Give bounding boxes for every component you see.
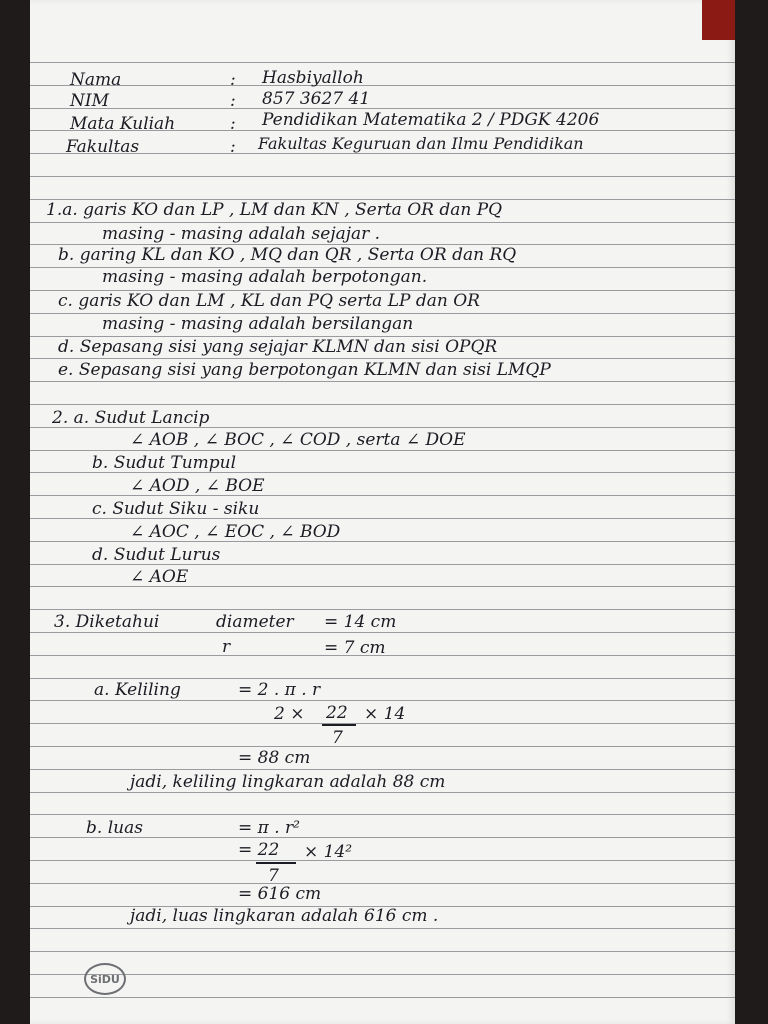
q3-diameter-value: = 14 cm bbox=[324, 612, 397, 632]
q2-c-label: c. Sudut Siku - siku bbox=[92, 499, 260, 519]
q1-b-line1: b. garing KL dan KO , MQ dan QR , Serta OR dan RQ bbox=[58, 245, 517, 265]
q1-c-line2: masing - masing adalah bersilangan bbox=[102, 314, 414, 334]
ruled-line bbox=[30, 450, 735, 451]
q3-b-sub-post: × 14² bbox=[304, 842, 353, 862]
ruled-line bbox=[30, 974, 735, 975]
q3-b-fraction-bar bbox=[256, 862, 296, 864]
ruled-line bbox=[30, 222, 735, 223]
ruled-line bbox=[30, 883, 735, 884]
q3-known-label: 3. Diketahui bbox=[54, 612, 160, 632]
q3-a-sub-numerator: 22 bbox=[326, 703, 348, 723]
q1-b-line2: masing - masing adalah berpotongan. bbox=[102, 267, 428, 287]
header-value-nim: 857 3627 41 bbox=[262, 89, 371, 109]
ruled-line bbox=[30, 928, 735, 929]
q3-a-sub-pre: 2 × bbox=[274, 704, 305, 724]
q3-a-conclusion: jadi, keliling lingkaran adalah 88 cm bbox=[130, 772, 446, 792]
ruled-line bbox=[30, 746, 735, 747]
header-sep: : bbox=[230, 70, 236, 90]
ruled-line bbox=[30, 769, 735, 770]
ruled-line bbox=[30, 404, 735, 405]
q1-a-line2: masing - masing adalah sejajar . bbox=[102, 224, 381, 244]
q2-d-label: d. Sudut Lurus bbox=[92, 545, 221, 565]
q2-c-items: ∠ AOC , ∠ EOC , ∠ BOD bbox=[130, 522, 341, 542]
q3-a-formula: = 2 . π . r bbox=[238, 680, 321, 700]
q1-c-line1: c. garis KO dan LM , KL dan PQ serta LP dan OR bbox=[58, 291, 480, 311]
ruled-line bbox=[30, 108, 735, 109]
q2-a-label: 2. a. Sudut Lancip bbox=[52, 408, 210, 428]
header-sep: : bbox=[230, 91, 236, 111]
notebook-page bbox=[30, 0, 735, 1024]
q1-a-line1: 1.a. garis KO dan LP , LM dan KN , Serta OR dan PQ bbox=[46, 200, 503, 220]
ruled-line bbox=[30, 176, 735, 177]
header-label-nama: Nama bbox=[70, 70, 122, 90]
q3-a-sub-post: × 14 bbox=[364, 704, 406, 724]
ruled-line bbox=[30, 85, 735, 86]
q3-b-conclusion: jadi, luas lingkaran adalah 616 cm . bbox=[130, 906, 439, 926]
q1-d: d. Sepasang sisi yang sejajar KLMN dan sisi OPQR bbox=[58, 337, 498, 357]
q3-b-formula: = π . r² bbox=[238, 818, 300, 838]
header-label-matakuliah: Mata Kuliah bbox=[70, 114, 176, 134]
ruled-line bbox=[30, 814, 735, 815]
header-value-fakultas: Fakultas Keguruan dan Ilmu Pendidikan bbox=[258, 134, 584, 153]
stamp-logo: SiDU bbox=[84, 963, 126, 995]
ruled-line bbox=[30, 700, 735, 701]
q2-b-items: ∠ AOD , ∠ BOE bbox=[130, 476, 265, 496]
header-sep: : bbox=[230, 137, 236, 157]
q3-b-label: b. luas bbox=[86, 818, 143, 838]
ruled-line bbox=[30, 609, 735, 610]
ruled-line bbox=[30, 997, 735, 998]
header-label-fakultas: Fakultas bbox=[66, 137, 140, 157]
q3-a-label: a. Keliling bbox=[94, 680, 181, 700]
ruled-line bbox=[30, 678, 735, 679]
q3-a-result: = 88 cm bbox=[238, 748, 311, 768]
ruled-line bbox=[30, 632, 735, 633]
q3-b-sub-numerator: = 22 bbox=[238, 840, 280, 860]
q2-d-items: ∠ AOE bbox=[130, 567, 189, 587]
ruled-line bbox=[30, 792, 735, 793]
q2-b-label: b. Sudut Tumpul bbox=[92, 453, 237, 473]
header-value-nama: Hasbiyalloh bbox=[262, 68, 364, 88]
ruled-line bbox=[30, 62, 735, 63]
header-label-nim: NIM bbox=[70, 91, 109, 111]
q3-b-sub-denominator: 7 bbox=[268, 866, 279, 886]
q1-e: e. Sepasang sisi yang berpotongan KLMN dan sisi LMQP bbox=[58, 360, 551, 380]
q3-a-fraction-bar bbox=[322, 724, 356, 726]
q3-diameter-label: diameter bbox=[216, 612, 294, 632]
q3-a-sub-denominator: 7 bbox=[332, 728, 343, 748]
ruled-line bbox=[30, 381, 735, 382]
ruled-line bbox=[30, 951, 735, 952]
q3-r-value: = 7 cm bbox=[324, 638, 386, 658]
page-edge-strip bbox=[702, 0, 735, 40]
header-sep: : bbox=[230, 114, 236, 134]
q3-b-result: = 616 cm bbox=[238, 884, 322, 904]
header-value-matakuliah: Pendidikan Matematika 2 / PDGK 4206 bbox=[262, 110, 600, 130]
q3-r-label: r bbox=[222, 637, 231, 657]
ruled-line bbox=[30, 860, 735, 861]
ruled-line bbox=[30, 358, 735, 359]
q2-a-items: ∠ AOB , ∠ BOC , ∠ COD , serta ∠ DOE bbox=[130, 430, 466, 450]
